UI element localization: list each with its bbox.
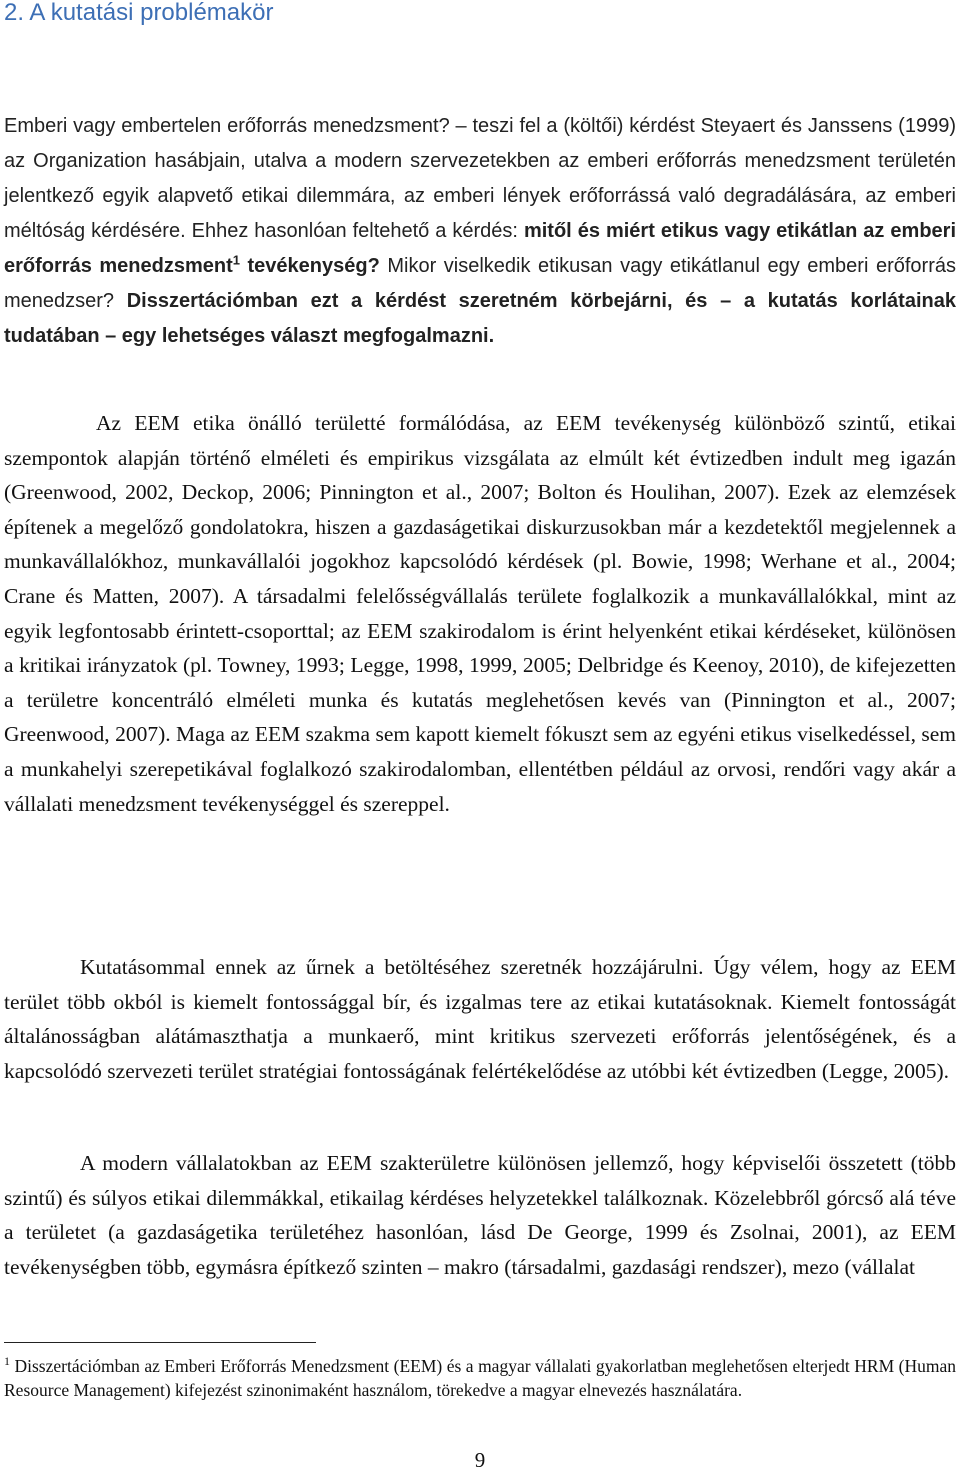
footnote-text: Disszertációmban az Emberi Erőforrás Menedzsment (EEM) és a magyar vállalati gyakorlatban meglehetősen elterjedt HRM (Human Resource Management) kifejezést szinonimaként használom, törekedve a magyar elnevezés használatára. — [4, 1356, 956, 1400]
footnote-reference[interactable]: 1 — [232, 252, 240, 268]
page-number: 9 — [474, 1448, 486, 1472]
research-question-bold-end: tevékenység? — [239, 255, 380, 277]
section-heading: 2. A kutatási problémakör — [4, 0, 274, 26]
body-paragraph: A modern vállalatokban az EEM szakterületre különösen jellemző, hogy képviselői összetett (több szintű) és súlyos etikai dilemmákkal, etikailag kérdéses helyzetekkel találkoznak. Közelebbről górcső alá téve a területet (a gazdaságetika területéhez hasonlóan, lásd De George, 1999 és Zsolnai, 2001), az EEM tevékenységben több, egymásra építkező szinten – makro (társadalmi, gazdasági rendszer), mezo (vállalat — [4, 1151, 956, 1279]
footnote-separator — [4, 1342, 316, 1343]
footnote — [4, 1354, 956, 1402]
research-question-bold: mitől és miért etikus vagy etikátlan az emberi erőforrás menedzsment — [4, 220, 957, 277]
intro-paragraph — [4, 109, 956, 354]
body-paragraph: Kutatásommal ennek az űrnek a betöltéséhez szeretnék hozzájárulni. Úgy vélem, hogy az EEM terület több okból is kiemelt fontossággal bír, és izgalmas tere az etikai kutatásoknak. Kiemelt fontosságát általánosságban alátámaszthatja a munkaerő, mint kritikus szervezeti erőforrás jelentőségének, és a kapcsolódó szervezeti terület stratégiai fontosságának felértékelődése az utóbbi két évtizedben (Legge, 2005). — [4, 955, 956, 1083]
footnote-marker: 1 — [4, 1354, 10, 1369]
intro-text-1: Emberi vagy embertelen erőforrás menedzsment? – teszi fel a (költői) kérdést Steyaert és Janssens (1999) az Organization hasábjain, utalva a modern szervezetekben az emberi erőforrás menedzsment területén jelentkező egyik alapvető etikai dilemmára, az emberi lények erőforrássá való degradálására, az emberi méltóság kérdésére. Ehhez hasonlóan feltehető a kérdés: — [4, 115, 956, 242]
body-paragraph: Az EEM etika önálló területté formálódása, az EEM tevékenység különböző szintű, etikai szempontok alapján történő elméleti és empirikus vizsgálata az elmúlt két évtizedben indult meg igazán (Greenwood, 2002, Deckop, 2006; Pinnington et al., 2007; Bolton és Houlihan, 2007). Ezek az elemzések építenek a megelőző gondolatokra, hiszen a gazdaságetikai diskurzusokban már a kezdetektől megjelennek a munkavállalókhoz, munkavállalói jogokhoz kapcsolódó kérdések (pl. Bowie, 1998; Werhane et al., 2004; Crane és Matten, 2007). A társadalmi felelősségvállalás területe foglalkozik a munkavállalókkal, mint az egyik legfontosabb érintett-csoporttal; az EEM szakirodalom is érint helyenként etikai kérdéseket, különösen a kritikai irányzatok (pl. Towney, 1993; Legge, 1998, 1999, 2005; Delbridge és Keenoy, 2010), de kifejezetten a területre koncentráló elméleti munka és kutatás meglehetősen kevés van (Pinnington et al., 2007; Greenwood, 2007). Maga az EEM szakma sem kapott kiemelt fókuszt sem az egyéni etikus viselkedéssel, sem a munkahelyi szerepetikával foglalkozó szakirodalomban, ellentétben például az orvosi, rendőri vagy akár a vállalati menedzsment tevékenységgel és szereppel. — [4, 411, 956, 816]
intro-text-2: Mikor viselkedik etikusan vagy etikátlanul egy emberi erőforrás menedzser? — [4, 255, 956, 312]
research-aim-bold: Disszertációmban ezt a kérdést szeretném körbejárni, és – a kutatás korlátainak tudatában – egy lehetséges választ megfogalmazni. — [4, 290, 956, 347]
